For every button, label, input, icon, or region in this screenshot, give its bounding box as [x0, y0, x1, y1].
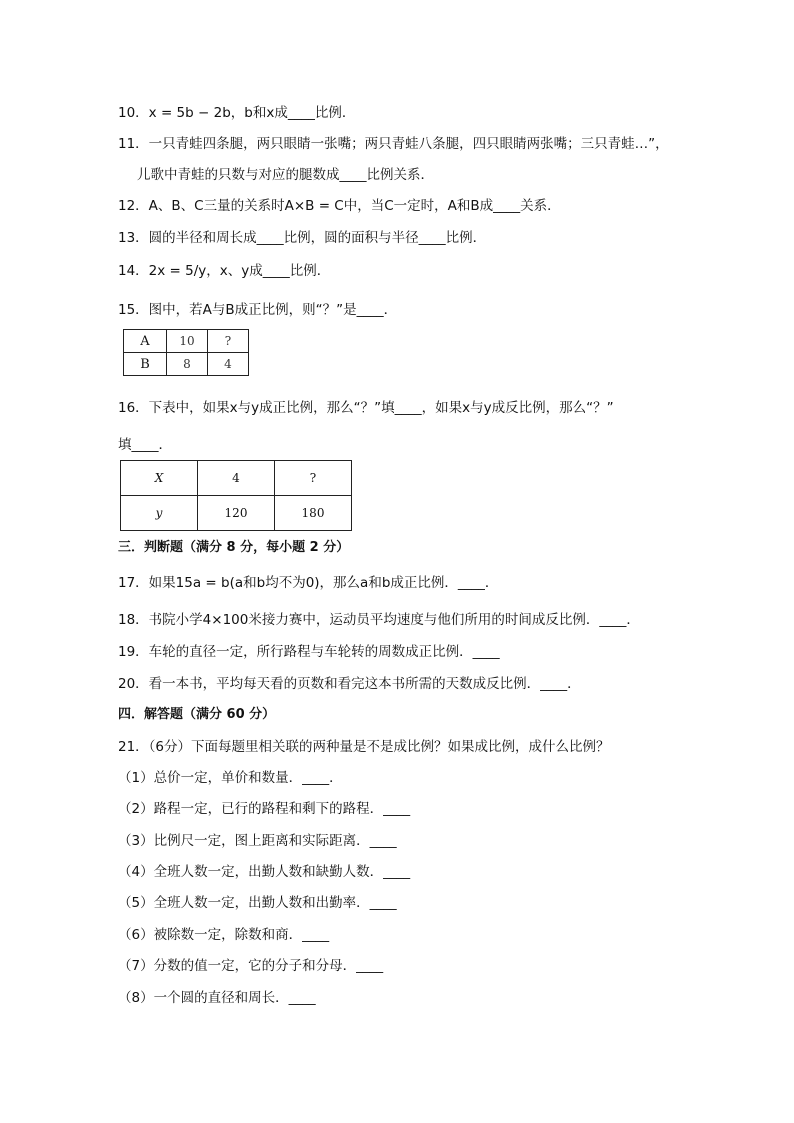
table-cell: 4 [198, 461, 275, 496]
question-21-item-1: （1）总价一定，单价和数量．____． [118, 770, 343, 786]
question-11: 11．一只青蛙四条腿，两只眼睛一张嘴；两只青蛙八条腿，四只眼睛两张嘴；三只青蛙…”， [118, 136, 669, 152]
question-18: 18．书院小学4×100米接力赛中，运动员平均速度与他们所用的时间成反比例．____． [118, 612, 640, 628]
table-cell: ? [208, 330, 249, 353]
table-cell: B [124, 353, 167, 376]
question-14: 14．2x = 5/y，x、y成____比例． [118, 263, 331, 279]
table-row [121, 461, 352, 496]
table-question-16 [120, 460, 352, 531]
table-cell: 8 [167, 353, 208, 376]
question-21-item-6: （6）被除数一定，除数和商．____ [118, 927, 330, 943]
question-10: 10．x = 5b − 2b，b和x成____比例． [118, 105, 356, 121]
question-20: 20．看一本书，平均每天看的页数和看完这本书所需的天数成反比例．____． [118, 676, 581, 692]
table-cell: A [124, 330, 167, 353]
table-cell: 10 [167, 330, 208, 353]
question-19: 19．车轮的直径一定，所行路程与车轮转的周数成正比例．____ [118, 644, 500, 660]
table-cell: X [121, 461, 198, 496]
question-21-item-7: （7）分数的值一定，它的分子和分母．____ [118, 958, 384, 974]
question-13: 13．圆的半径和周长成____比例，圆的面积与半径____比例． [118, 230, 487, 246]
question-21: 21．（6分）下面每题里相关联的两种量是不是成比例？如果成比例，成什么比例？ [118, 739, 610, 755]
section-heading-answer: 四．解答题（满分 60 分） [118, 707, 276, 722]
table-cell: 4 [208, 353, 249, 376]
table-row [124, 330, 249, 353]
question-21-item-4: （4）全班人数一定，出勤人数和缺勤人数．____ [118, 864, 411, 880]
table-row [124, 353, 249, 376]
question-21-item-2: （2）路程一定，已行的路程和剩下的路程．____ [118, 801, 411, 817]
table-cell: y [121, 496, 198, 531]
table-cell: 120 [198, 496, 275, 531]
question-11-continued: 儿歌中青蛙的只数与对应的腿数成____比例关系． [137, 167, 434, 183]
question-17: 17．如果15a = b(a和b均不为0)，那么a和b成正比例．____． [118, 575, 499, 591]
table-cell: ? [275, 461, 352, 496]
question-21-item-3: （3）比例尺一定，图上距离和实际距离．____ [118, 833, 397, 849]
table-row [121, 496, 352, 531]
question-16: 16．下表中，如果x与y成正比例，那么“？”填____，如果x与y成反比例，那么“？” [118, 400, 614, 416]
question-21-item-8: （8）一个圆的直径和周长．____ [118, 990, 316, 1006]
table-cell: 180 [275, 496, 352, 531]
question-21-item-5: （5）全班人数一定，出勤人数和出勤率．____ [118, 895, 397, 911]
table-question-15 [123, 329, 249, 376]
question-12: 12．A、B、C三量的关系时A×B = C中，当C一定时，A和B成____关系． [118, 198, 561, 214]
section-heading-judgment: 三．判断题（满分 8 分，每小题 2 分） [118, 540, 350, 555]
question-15: 15．图中，若A与B成正比例，则“？”是____． [118, 302, 398, 318]
question-16-continued: 填____． [118, 437, 172, 453]
